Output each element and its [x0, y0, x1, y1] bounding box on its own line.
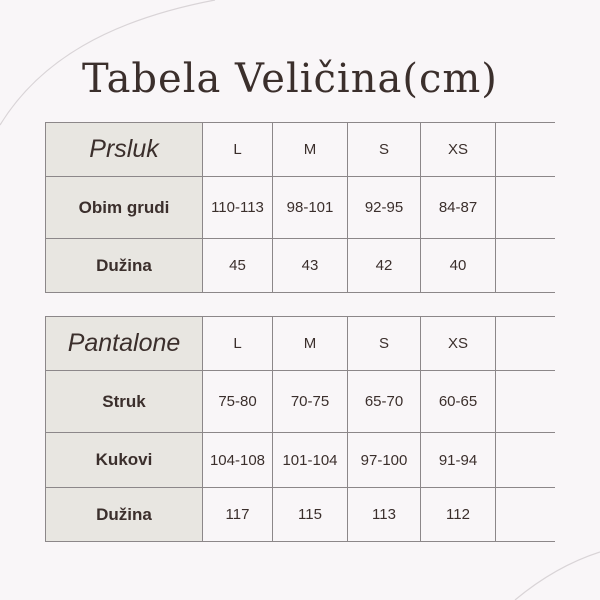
table-cell: 42: [348, 239, 421, 293]
pants-size-table: [45, 316, 555, 542]
vest-size-table: [45, 122, 555, 293]
table-row: [46, 371, 555, 433]
row-label: Dužina: [46, 488, 203, 542]
empty-cell: [496, 177, 555, 239]
empty-cell: [496, 317, 555, 371]
table-row: [46, 488, 555, 542]
size-header: L: [203, 123, 273, 177]
size-header: M: [273, 123, 348, 177]
size-header: XS: [421, 317, 496, 371]
row-label: Obim grudi: [46, 177, 203, 239]
empty-cell: [496, 123, 555, 177]
row-label: Struk: [46, 371, 203, 433]
empty-cell: [496, 371, 555, 433]
size-header: XS: [421, 123, 496, 177]
table-cell: 113: [348, 488, 421, 542]
table-cell: 112: [421, 488, 496, 542]
table-cell: 117: [203, 488, 273, 542]
table-cell: 60-65: [421, 371, 496, 433]
table-header-row: [46, 123, 555, 177]
table-cell: 91-94: [421, 433, 496, 488]
table-cell: 92-95: [348, 177, 421, 239]
table-row: [46, 239, 555, 293]
table-cell: 40: [421, 239, 496, 293]
table-name: Prsluk: [46, 123, 203, 177]
table-cell: 98-101: [273, 177, 348, 239]
size-header: M: [273, 317, 348, 371]
table-cell: 75-80: [203, 371, 273, 433]
table-cell: 45: [203, 239, 273, 293]
empty-cell: [496, 433, 555, 488]
table-name: Pantalone: [46, 317, 203, 371]
row-label: Dužina: [46, 239, 203, 293]
table-header-row: [46, 317, 555, 371]
page-title: Tabela Veličina(cm): [82, 56, 498, 102]
size-header: L: [203, 317, 273, 371]
size-header: S: [348, 317, 421, 371]
table-cell: 84-87: [421, 177, 496, 239]
empty-cell: [496, 239, 555, 293]
table-row: [46, 177, 555, 239]
table-row: [46, 433, 555, 488]
table-cell: 43: [273, 239, 348, 293]
empty-cell: [496, 488, 555, 542]
size-header: S: [348, 123, 421, 177]
bottom-right-curve: [515, 552, 600, 600]
table-cell: 65-70: [348, 371, 421, 433]
table-cell: 104-108: [203, 433, 273, 488]
table-cell: 110-113: [203, 177, 273, 239]
table-cell: 97-100: [348, 433, 421, 488]
row-label: Kukovi: [46, 433, 203, 488]
table-cell: 115: [273, 488, 348, 542]
table-cell: 70-75: [273, 371, 348, 433]
table-cell: 101-104: [273, 433, 348, 488]
